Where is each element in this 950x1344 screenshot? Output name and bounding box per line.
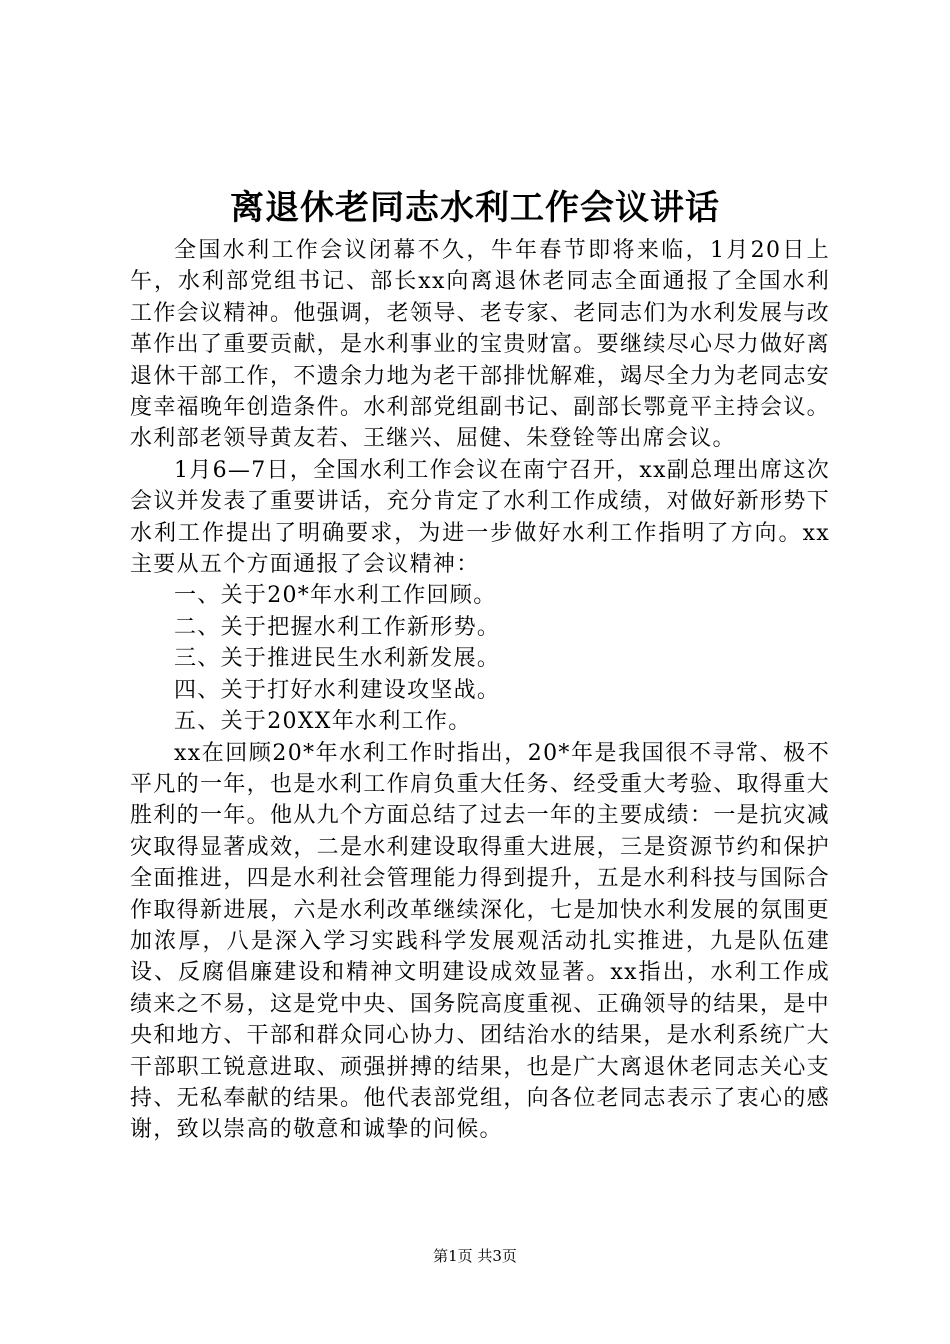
list-item-livelihood: 三、关于推进民生水利新发展。 (174, 646, 501, 672)
list-item-situation: 二、关于把握水利工作新形势。 (174, 614, 501, 640)
list-item-next-year: 五、关于20XX年水利工作。 (174, 709, 472, 735)
document-body (130, 235, 830, 1146)
document-title: 离退休老同志水利工作会议讲话 (230, 188, 720, 228)
list-item-construction: 四、关于打好水利建设攻坚战。 (174, 677, 501, 703)
page-number-footer: 第1页 共3页 (433, 1247, 517, 1265)
list-item-review: 一、关于20*年水利工作回顾。 (174, 583, 497, 609)
paragraph-achievements: xx在回顾20*年水利工作时指出，20*年是我国很不寻常、极不平凡的一年，也是水利工作肩负重大任务、经受重大考验、取得重大胜利的一年。他从九个方面总结了过去一年的主要成绩：一是抗灾减灾取得显著成效，二是水利建设取得重大进展，三是资源节约和保护全面推进，四是水利社会管理能力得到提升，五是水利科技与国际合作取得新进展，六是水利改革继续深化，七是加快水利发展的氛围更加浓厚，八是深入学习实践科学发展观活动扎实推进，九是队伍建设、反腐倡廉建设和精神文明建设成效显著。xx指出，水利工作成绩来之不易，这是党中央、国务院高度重视、正确领导的结果，是中央和地方、干部和群众同心协力、团结治水的结果，是水利系统广大干部职工锐意进取、顽强拼搏的结果，也是广大离退休老同志关心支持、无私奉献的结果。他代表部党组，向各位老同志表示了衷心的感谢，致以崇高的敬意和诚挚的问候。 (130, 740, 830, 1143)
paragraph-meeting: 1月6—7日，全国水利工作会议在南宁召开，xx副总理出席这次会议并发表了重要讲话，充分肯定了水利工作成绩，对做好新形势下水利工作提出了明确要求，为进一步做好水利工作指明了方向。xx主要从五个方面通报了会议精神： (130, 457, 830, 578)
paragraph-intro: 全国水利工作会议闭幕不久，牛年春节即将来临，1月20日上午，水利部党组书记、部长xx向离退休老同志全面通报了全国水利工作会议精神。他强调，老领导、老专家、老同志们为水利发展与改革作出了重要贡献，是水利事业的宝贵财富。要继续尽心尽力做好离退休干部工作，不遗余力地为老干部排忧解难，竭尽全力为老同志安度幸福晚年创造条件。水利部党组副书记、副部长鄂竟平主持会议。水利部老领导黄友若、王继兴、屈健、朱登铨等出席会议。 (130, 238, 830, 452)
